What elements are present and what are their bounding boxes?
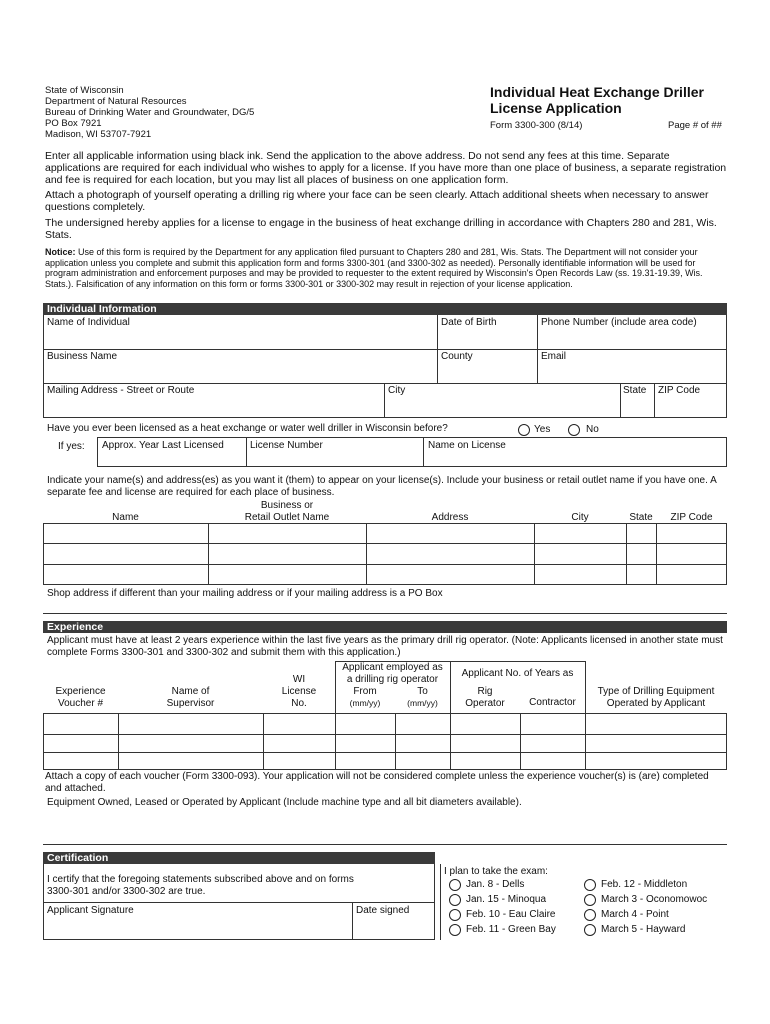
no-label: No xyxy=(586,424,599,435)
experience-instruction: Applicant must have at least 2 years experience within the last five years as the primary drill rig operator. (Note: Applicants licensed in another state must complete Forms 3300-301 and 3300-302 and submit them with this application.) xyxy=(47,635,723,658)
exam-radio-mar4[interactable] xyxy=(584,909,596,921)
exam-radio-mar3[interactable] xyxy=(584,894,596,906)
agency-line: Department of Natural Resources xyxy=(45,96,187,107)
photo-instruction: Attach a photograph of yourself operating a drilling rig where your face can be seen clearly. Attach additional sheets when necessary to answer questions completely. xyxy=(45,189,709,213)
exam-radio-jan15[interactable] xyxy=(449,894,461,906)
exam-radio-feb12[interactable] xyxy=(584,879,596,891)
agency-address xyxy=(45,85,254,140)
col-zip-header: ZIP Code xyxy=(670,512,713,523)
exam-radio-mar5[interactable] xyxy=(584,924,596,936)
section-header-individual: Individual Information xyxy=(43,303,727,315)
col-state-header: State xyxy=(629,512,653,523)
exam-option-label: Jan. 8 - Dells xyxy=(466,879,525,890)
col-voucher-line: Voucher # xyxy=(57,698,104,709)
exam-label: I plan to take the exam: xyxy=(444,866,548,877)
exam-option-label: Feb. 12 - Middleton xyxy=(601,879,688,890)
exam-option-label: March 5 - Hayward xyxy=(601,924,686,935)
section-header-experience: Experience xyxy=(43,621,727,633)
col-years-header: Applicant No. of Years as xyxy=(461,668,574,679)
col-supervisor-line: Name of xyxy=(171,686,210,697)
col-to-header: To xyxy=(417,686,428,697)
col-address-header: Address xyxy=(431,512,469,523)
phone-number-field[interactable]: Phone Number (include area code) xyxy=(541,317,697,328)
email-field[interactable]: Email xyxy=(541,351,567,362)
licensed-no-radio[interactable] xyxy=(568,424,580,436)
col-from-units: (mm/yy) xyxy=(349,698,381,708)
application-statement: The undersigned hereby applies for a license to engage in the business of heat exchange drilling in accordance with Chapters 280 and 281, Wis. Stats. xyxy=(45,217,717,241)
col-rig-line: Rig xyxy=(477,686,493,697)
page-number: Page # of ## xyxy=(668,120,722,131)
attach-voucher-instruction: Attach a copy of each voucher (Form 3300-093). Your application will not be considered complete unless the experience voucher(s) is (are) completed and attached. xyxy=(45,771,709,794)
exam-radio-jan8[interactable] xyxy=(449,879,461,891)
title-line: License Application xyxy=(490,100,622,116)
agency-line: Bureau of Drinking Water and Groundwater, DG/5 xyxy=(45,107,255,118)
date-of-birth-field[interactable]: Date of Birth xyxy=(441,317,497,328)
certification-statement: I certify that the foregoing statements subscribed above and on forms 3300-301 and/or 3300-302 are true. xyxy=(47,874,354,897)
col-equipment-header xyxy=(585,686,727,710)
col-employed-line: Applicant employed as xyxy=(342,662,443,673)
col-supervisor-line: Supervisor xyxy=(166,698,215,709)
name-of-individual-field[interactable]: Name of Individual xyxy=(47,317,130,328)
col-license-header xyxy=(263,674,335,710)
if-yes-label: If yes: xyxy=(58,441,85,452)
col-rig-line: Operator xyxy=(465,698,505,709)
exam-option-label: Feb. 10 - Eau Claire xyxy=(466,909,556,920)
name-on-license-field[interactable]: Name on License xyxy=(428,440,506,451)
notice xyxy=(45,247,727,289)
business-locations-table xyxy=(43,523,727,585)
agency-line: PO Box 7921 xyxy=(45,118,102,129)
notice-label: Notice: xyxy=(45,247,76,257)
col-to-units: (mm/yy) xyxy=(407,698,438,708)
individual-info-table xyxy=(43,315,727,418)
exam-radio-feb10[interactable] xyxy=(449,909,461,921)
exam-option-label: Feb. 11 - Green Bay xyxy=(466,924,556,935)
col-contractor-header: Contractor xyxy=(529,697,576,708)
col-voucher-line: Experience xyxy=(55,686,106,697)
agency-line: State of Wisconsin xyxy=(45,85,124,96)
col-name-header: Name xyxy=(112,512,139,523)
col-city-header: City xyxy=(571,512,589,523)
col-rig-header xyxy=(450,686,520,710)
applicant-signature-field[interactable]: Applicant Signature xyxy=(47,905,134,916)
licensed-before-question: Have you ever been licensed as a heat exchange or water well driller in Wisconsin before? xyxy=(47,423,448,434)
notice-text: Use of this form is required by the Department for any application filed pursuant to Chapters 280 and 281, Wis. Stats. The Department will not consider your application unless you complete and submit this application form and forms 3300-301 (and 3300-302 as needed). Personally identifiable information will be used for program administration and enforcement purposes and may be provided to requester to the extent required by Wisconsin's Open Records Law (ss. 19.31-19.39, Wis. Stats.). Falsification of any information on this form or forms 3300-301 or 3300-302 may result in rejection of your license application. xyxy=(45,247,703,289)
col-business-line: Business or xyxy=(260,500,314,511)
col-voucher-header xyxy=(43,686,118,710)
form-title xyxy=(490,84,704,116)
yes-label: Yes xyxy=(534,424,551,435)
zip-code-field[interactable]: ZIP Code xyxy=(658,385,701,396)
county-field[interactable]: County xyxy=(441,351,473,362)
intro-paragraph: Enter all applicable information using black ink. Send the application to the above address. Do not send any fees at this time. Separate applications are required for each individual who wishes to apply for a license. If you have more than one place of business, a separate registration and fee is required for each location, but you may list all places of business on one application form. xyxy=(45,150,727,186)
col-business-line: Retail Outlet Name xyxy=(244,512,330,523)
exam-option-label: March 3 - Oconomowoc xyxy=(601,894,708,905)
state-field[interactable]: State xyxy=(623,385,647,396)
col-equipment-line: Operated by Applicant xyxy=(606,698,706,709)
license-number-field[interactable]: License Number xyxy=(250,440,323,451)
col-license-line: License xyxy=(281,686,317,697)
col-employed-header xyxy=(335,662,450,686)
col-business-header xyxy=(208,500,366,524)
agency-line: Madison, WI 53707-7921 xyxy=(45,129,152,140)
shop-address-field[interactable]: Shop address if different than your mailing address or if your mailing address is a PO Box xyxy=(47,588,443,599)
exam-option-label: Jan. 15 - Minoqua xyxy=(466,894,547,905)
date-signed-field[interactable]: Date signed xyxy=(356,905,410,916)
col-supervisor-header xyxy=(118,686,263,710)
col-equipment-line: Type of Drilling Equipment xyxy=(597,686,715,697)
exam-option-label: March 4 - Point xyxy=(601,909,669,920)
experience-table xyxy=(43,713,727,770)
license-name-instruction: Indicate your name(s) and address(es) as you want it (them) to appear on your license(s). Include your business or retail outlet name if you have one. A separate fee and license are required for each place of business. xyxy=(47,475,717,498)
mailing-address-field[interactable]: Mailing Address - Street or Route xyxy=(47,385,195,396)
licensed-yes-radio[interactable] xyxy=(518,424,530,436)
business-name-field[interactable]: Business Name xyxy=(47,351,118,362)
approx-year-field[interactable]: Approx. Year Last Licensed xyxy=(102,440,224,451)
section-header-certification: Certification xyxy=(43,852,435,864)
title-line: Individual Heat Exchange Driller xyxy=(490,84,704,100)
col-from-header: From xyxy=(353,686,377,697)
form-number: Form 3300-300 (8/14) xyxy=(490,120,583,131)
equipment-owned-field[interactable]: Equipment Owned, Leased or Operated by Applicant (Include machine type and all bit diameters available). xyxy=(47,797,522,808)
col-license-line: No. xyxy=(291,698,307,709)
col-employed-line: a drilling rig operator xyxy=(346,674,439,685)
col-license-line: WI xyxy=(292,674,306,685)
exam-radio-feb11[interactable] xyxy=(449,924,461,936)
city-field[interactable]: City xyxy=(388,385,406,396)
